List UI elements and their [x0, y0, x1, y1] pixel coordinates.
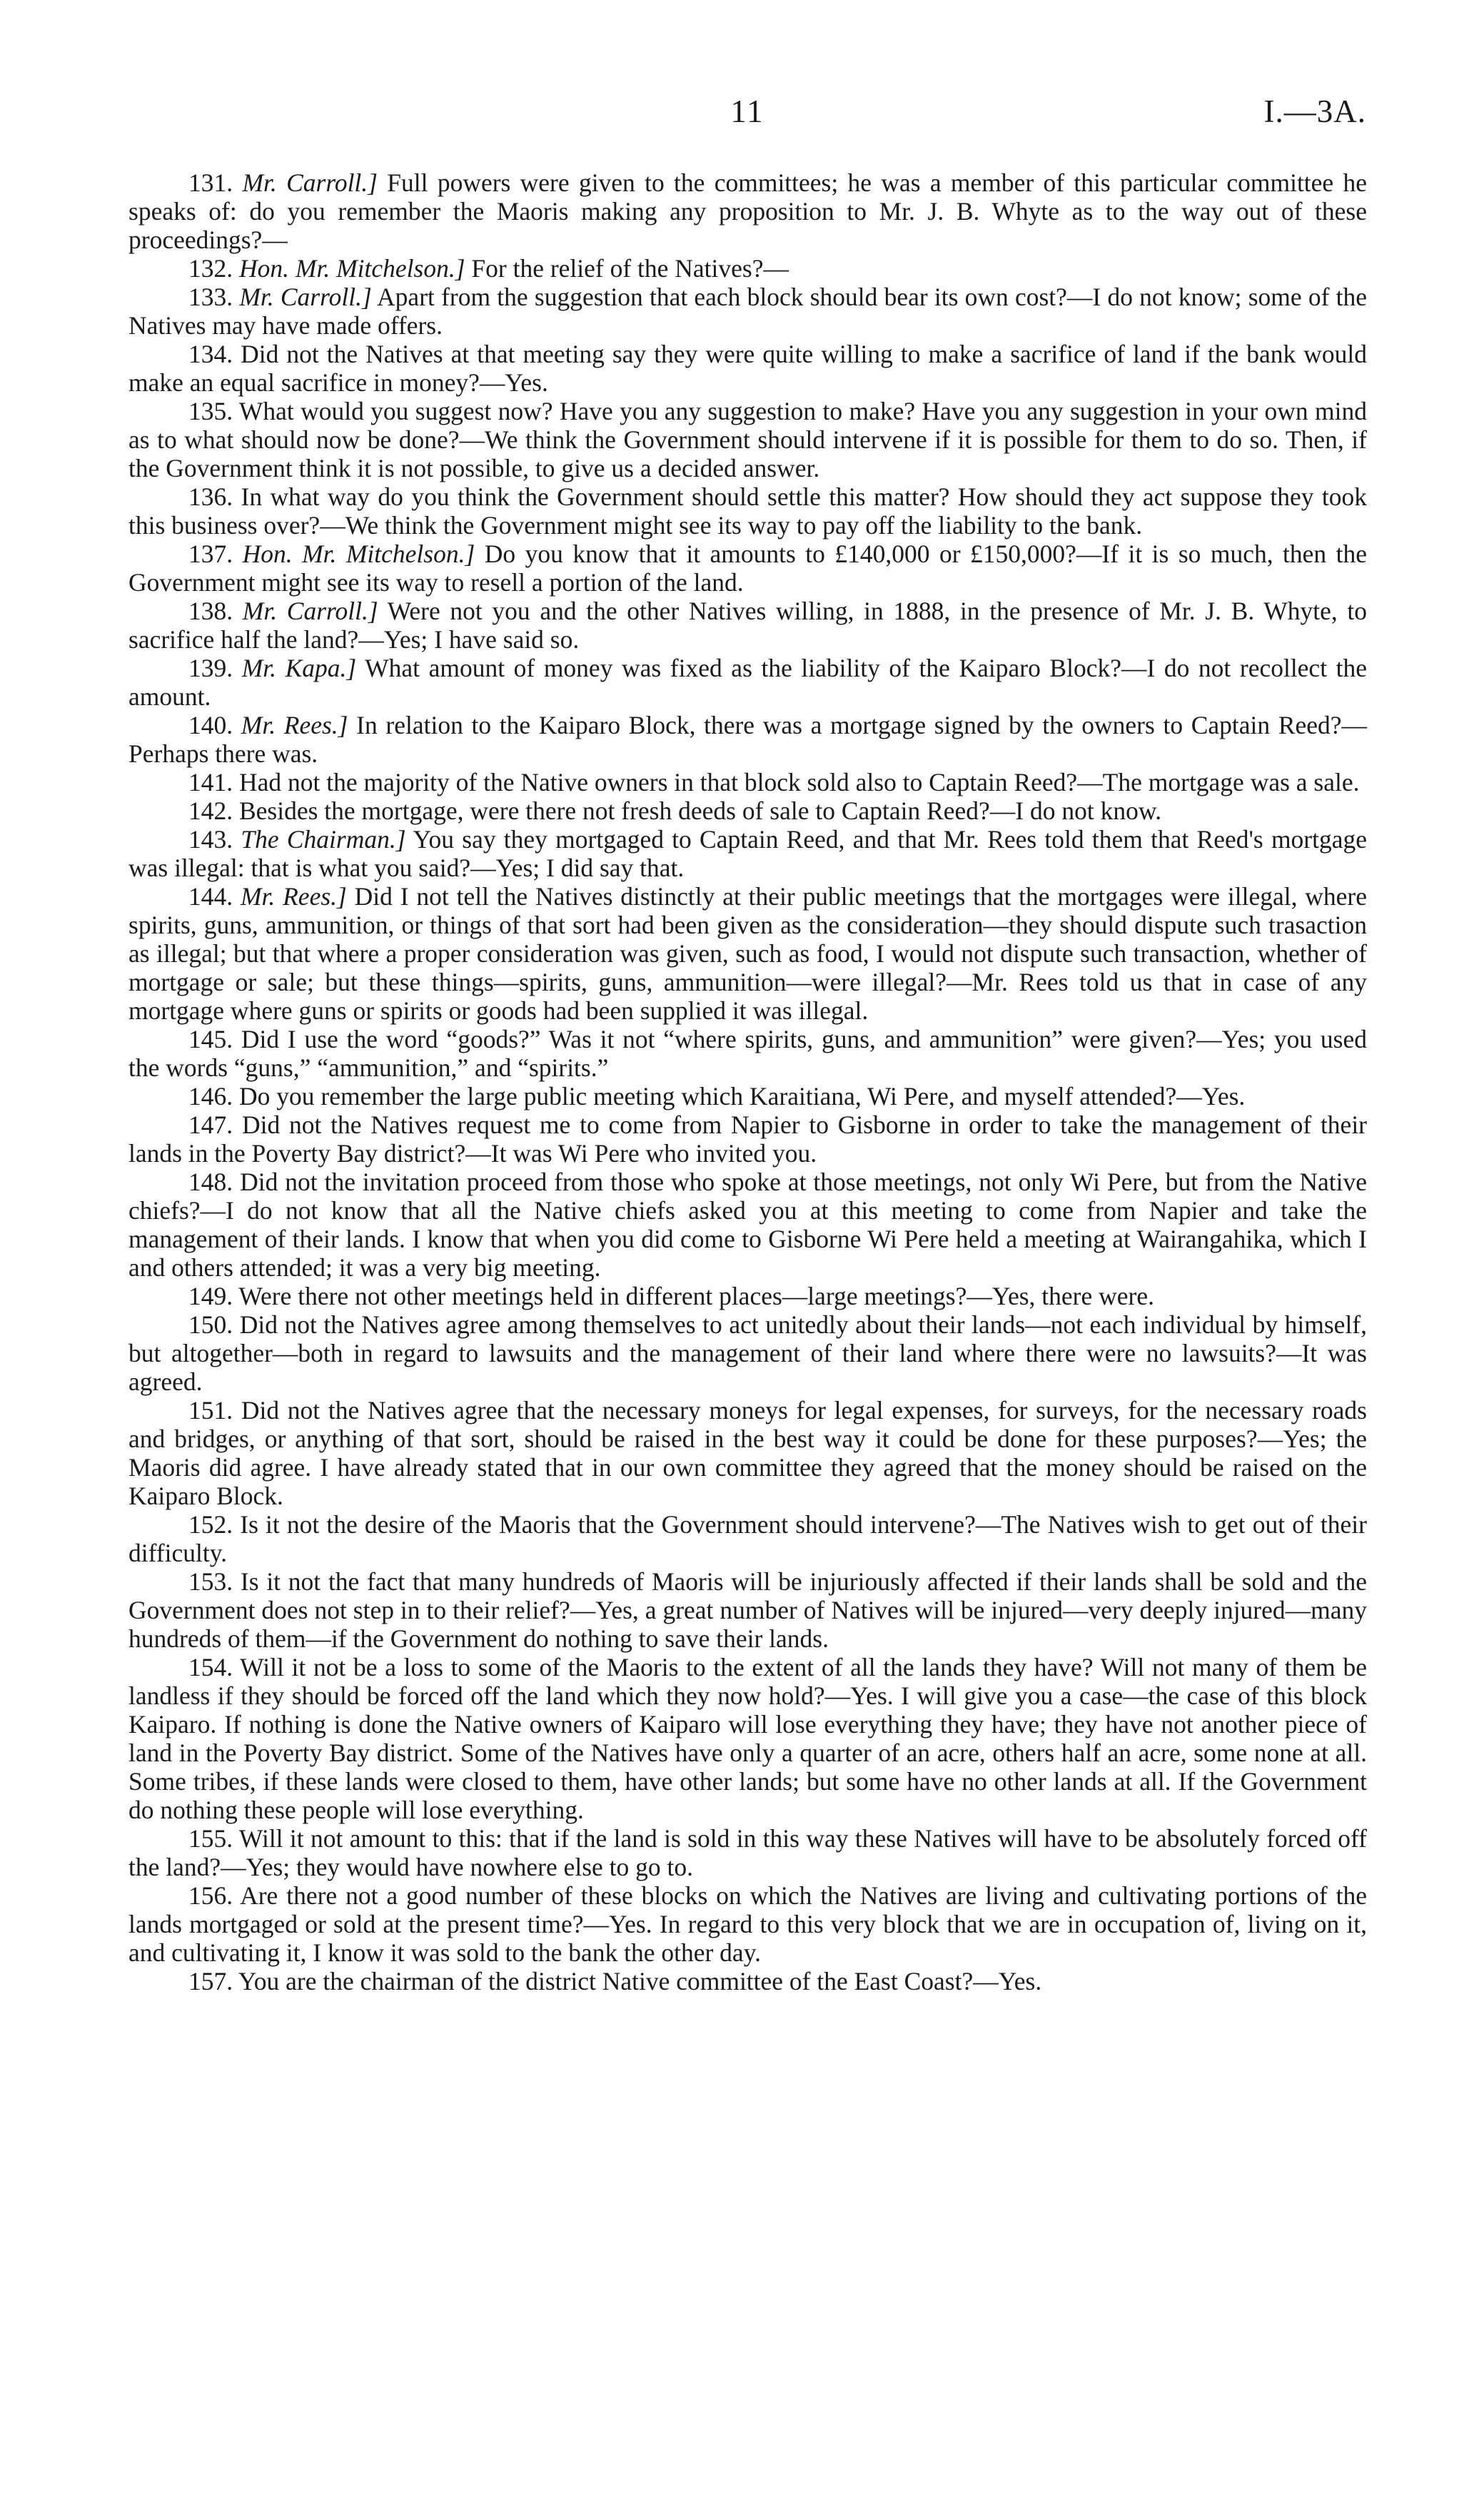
question-number: 155. [188, 1824, 233, 1853]
question-paragraph [128, 1168, 1367, 1282]
question-paragraph [128, 540, 1367, 597]
question-text: In what way do you think the Government should settle this matter? How should they act suppose they took this business over?—We think the Government might see its way to pay off the liability to the bank. [128, 482, 1368, 540]
question-text: Did not the Natives at that meeting say they were quite willing to make a sacrifice of land if the bank would make an equal sacrifice in money?—Yes. [128, 340, 1367, 397]
question-text: Were there not other meetings held in different places—large meetings?—Yes, there were. [238, 1282, 1154, 1310]
question-paragraph [128, 1310, 1367, 1396]
question-text: Did I use the word “goods?” Was it not “where spirits, guns, and ammunition” were given?—Yes; you used the words “guns,” “ammunition,” and “spirits.” [128, 1025, 1367, 1082]
question-text: Do you remember the large public meeting which Karaitiana, Wi Pere, and myself attended?—Yes. [239, 1082, 1246, 1110]
question-text: Is it not the desire of the Maoris that the Government should intervene?—The Natives wish to get out of their difficulty. [128, 1510, 1367, 1567]
question-paragraph [128, 1082, 1367, 1110]
speaker-label: Hon. Mr. Mitchelson.] [242, 540, 475, 568]
question-text: Were not you and the other Natives willing, in 1888, in the presence of Mr. J. B. Whyte, to sacrifice half the land?—Yes; I have said so. [128, 597, 1367, 654]
question-number: 144. [188, 882, 233, 911]
page-header [128, 93, 1366, 136]
speaker-label: Mr. Carroll.] [242, 597, 378, 625]
question-number: 131. [188, 168, 233, 197]
question-number: 136. [188, 482, 233, 511]
question-paragraph [128, 1396, 1367, 1510]
question-number: 132. [188, 254, 233, 283]
question-text: Did not the invitation proceed from those who spoke at those meetings, not only Wi Pere, but from the Native chiefs?—I do not know that all the Native chiefs asked you at this meeting to come from Napier and take the management of their lands. I know that when you did come to Gisborne Wi Pere held a meeting at Wairangahika, which I and others attended; it was a very big meeting. [128, 1168, 1368, 1282]
question-number: 150. [188, 1310, 233, 1339]
question-paragraph [128, 597, 1367, 654]
question-number: 140. [188, 711, 233, 739]
question-paragraph [128, 1025, 1367, 1082]
question-paragraph [128, 254, 1367, 283]
question-text: What amount of money was fixed as the liability of the Kaiparo Block?—I do not recollect the amount. [128, 654, 1368, 711]
question-number: 151. [188, 1396, 233, 1425]
question-paragraph [128, 1510, 1367, 1567]
question-paragraph [128, 825, 1367, 882]
question-paragraph [128, 768, 1367, 796]
speaker-label: Mr. Kapa.] [241, 654, 357, 682]
question-paragraph [128, 1653, 1367, 1824]
speaker-label: Mr. Carroll.] [239, 283, 372, 311]
question-text: Do you know that it amounts to £140,000 or £150,000?—If it is so much, then the Government might see its way to resell a portion of the land. [128, 540, 1367, 597]
question-paragraph [128, 1967, 1367, 1995]
question-number: 142. [188, 796, 233, 825]
question-paragraph [128, 796, 1367, 825]
question-paragraph [128, 397, 1367, 482]
question-paragraph [128, 1824, 1367, 1881]
question-paragraph [128, 654, 1367, 711]
question-text: Had not the majority of the Native owners in that block sold also to Captain Reed?—The mortgage was a sale. [239, 768, 1360, 796]
question-number: 138. [188, 597, 233, 625]
question-paragraph [128, 1567, 1367, 1653]
question-number: 147. [188, 1110, 233, 1139]
question-text: Did not the Natives request me to come from Napier to Gisborne in order to take the management of their lands in the Poverty Bay district?—It was Wi Pere who invited you. [128, 1110, 1367, 1168]
question-number: 143. [188, 825, 233, 854]
question-text: Will it not amount to this: that if the land is sold in this way these Natives will have to be absolutely forced off the land?—Yes; they would have nowhere else to go to. [128, 1824, 1367, 1881]
question-paragraph [128, 711, 1367, 768]
question-text: Did not the Natives agree among themselves to act unitedly about their lands—not each individual by himself, but altogether—both in regard to lawsuits and the management of their land where there were no lawsuits?—It was agreed. [128, 1310, 1367, 1396]
question-number: 149. [188, 1282, 233, 1310]
question-text: Is it not the fact that many hundreds of Maoris will be injuriously affected if their lands shall be sold and the Government does not step in to their relief?—Yes, a great number of Natives will be injured—very deeply injured—many hundreds of them—if the Government do nothing to save their lands. [128, 1567, 1368, 1653]
question-number: 153. [188, 1567, 233, 1596]
question-number: 134. [188, 340, 233, 368]
speaker-label: Hon. Mr. Mitchelson.] [239, 254, 465, 283]
speaker-label: Mr. Carroll.] [242, 168, 378, 197]
question-paragraph [128, 168, 1367, 254]
question-number: 157. [188, 1967, 233, 1995]
question-paragraph [128, 1282, 1367, 1310]
question-number: 139. [188, 654, 233, 682]
question-paragraph [128, 340, 1367, 397]
transcript-body [128, 168, 1367, 1995]
document-reference: I.—3A. [1263, 93, 1366, 129]
question-paragraph [128, 882, 1367, 1025]
question-number: 141. [188, 768, 233, 796]
page-number: 11 [730, 93, 764, 129]
speaker-label: Mr. Rees.] [240, 882, 347, 911]
question-number: 137. [188, 540, 233, 568]
question-number: 145. [188, 1025, 233, 1053]
question-text: Will it not be a loss to some of the Maoris to the extent of all the lands they have? Will not many of them be landless if they should be forced off the land which they now hold?—Yes. I will give you a case—the case of this block Kaiparo. If nothing is done the Native owners of Kaiparo will lose everything they have; they have not another piece of land in the Poverty Bay district. Some of the Natives have only a quarter of an acre, others half an acre, some none at all. Some tribes, if these lands were closed to them, have other lands; but some have no other lands at all. If the Government do nothing these people will lose everything. [128, 1653, 1367, 1824]
speaker-label: Mr. Rees.] [241, 711, 348, 739]
question-text: Did not the Natives agree that the necessary moneys for legal expenses, for surveys, for the necessary roads and bridges, or anything of that sort, should be raised in the best way it could be done for these purposes?—Yes; the Maoris did agree. I have already stated that in our own committee they agreed that the money should be raised on the Kaiparo Block. [128, 1396, 1367, 1510]
question-number: 135. [188, 397, 233, 425]
speaker-label: The Chairman.] [241, 825, 406, 854]
question-text: You are the chairman of the district Native committee of the East Coast?—Yes. [238, 1967, 1042, 1995]
question-paragraph [128, 283, 1367, 340]
question-number: 146. [188, 1082, 233, 1110]
question-paragraph [128, 1110, 1367, 1168]
question-text: For the relief of the Natives?— [465, 254, 789, 283]
question-paragraph [128, 1881, 1367, 1967]
question-text: What would you suggest now? Have you any suggestion to make? Have you any suggestion in your own mind as to what should now be done?—We think the Government should intervene if it is possible for them to do so. Then, if the Government think it is not possible, to give us a decided answer. [128, 397, 1368, 482]
question-text: Did I not tell the Natives distinctly at their public meetings that the mortgages were illegal, where spirits, guns, ammunition, or things of that sort had been given as the consideration—they should dispute such trasaction as illegal; but that where a proper consideration was given, such as food, I would not dispute such transaction, whether of mortgage or sale; but these things—spirits, guns, ammunition—were illegal?—Mr. Rees told us that in case of any mortgage where guns or spirits or goods had been supplied it was illegal. [128, 882, 1368, 1025]
question-text: In relation to the Kaiparo Block, there was a mortgage signed by the owners to Captain Reed?—Perhaps there was. [128, 711, 1368, 768]
question-text: Full powers were given to the committees; he was a member of this particular committee he speaks of: do you remember the Maoris making any proposition to Mr. J. B. Whyte as to the way out of these proceedings?— [128, 168, 1367, 254]
question-text: Besides the mortgage, were there not fresh deeds of sale to Captain Reed?—I do not know. [239, 796, 1162, 825]
question-number: 148. [188, 1168, 233, 1196]
question-number: 152. [188, 1510, 233, 1539]
question-number: 154. [188, 1653, 233, 1681]
question-paragraph [128, 482, 1367, 540]
question-text: You say they mortgaged to Captain Reed, and that Mr. Rees told them that Reed's mortgage was illegal: that is what you said?—Yes; I did say that. [128, 825, 1368, 882]
question-text: Apart from the suggestion that each block should bear its own cost?—I do not know; some of the Natives may have made offers. [128, 283, 1367, 340]
question-text: Are there not a good number of these blocks on which the Natives are living and cultivating portions of the lands mortgaged or sold at the present time?—Yes. In regard to this very block that we are in occupation of, living on it, and cultivating it, I know it was sold to the bank the other day. [128, 1881, 1367, 1967]
question-number: 133. [188, 283, 233, 311]
question-number: 156. [188, 1881, 233, 1910]
